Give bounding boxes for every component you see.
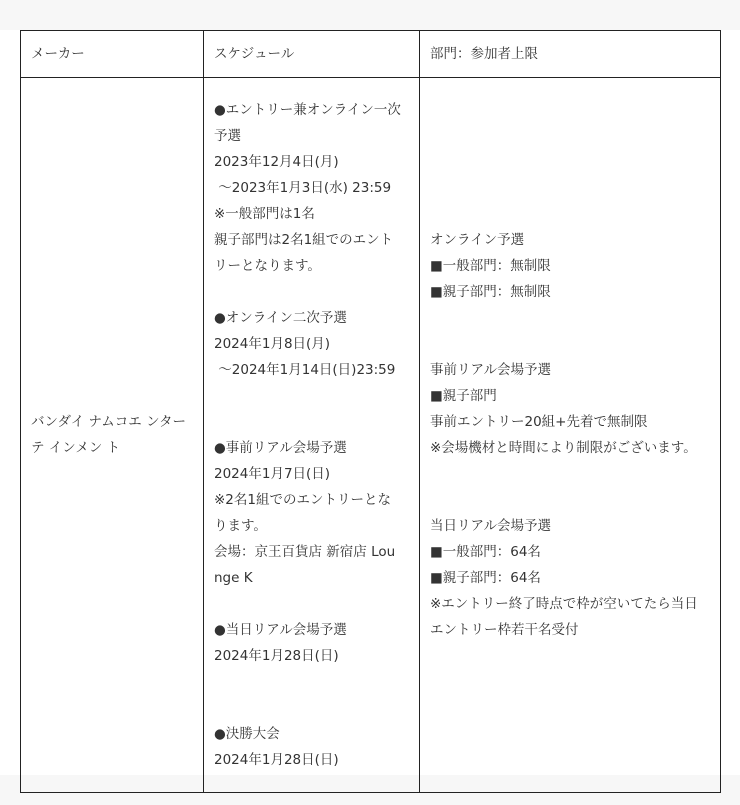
limits-line: エントリー枠若干名受付 xyxy=(430,622,579,638)
schedule-line: ●決勝大会 xyxy=(214,726,280,742)
schedule-line: ●エントリー兼オンライン一次 xyxy=(214,102,401,118)
limits-line xyxy=(430,331,710,357)
maker-name-line: バンダイ ナムコエ ンター xyxy=(31,414,187,430)
schedule-line: 2024年1月28日(日) xyxy=(214,752,339,768)
schedule-line: 予選 xyxy=(214,128,241,144)
schedule-line: 会場：京王百貨店 新宿店 Lou xyxy=(214,544,396,560)
limits-line: ■一般部門：64名 xyxy=(430,544,541,560)
schedule-line: ※一般部門は1名 xyxy=(214,206,315,222)
schedule-cell xyxy=(204,78,420,793)
schedule-line: 2024年1月8日(月) xyxy=(214,336,331,352)
table-header-row xyxy=(21,31,721,78)
schedule-line: リーとなります。 xyxy=(214,258,321,274)
limits-line: ■一般部門：無制限 xyxy=(430,258,551,274)
schedule-line: 親子部門は2名1組でのエント xyxy=(214,232,394,248)
schedule-line xyxy=(214,383,409,409)
limits-cell xyxy=(420,78,721,793)
limits-line: 事前エントリー20組+先着で無制限 xyxy=(430,414,648,430)
schedule-line: ●当日リアル会場予選 xyxy=(214,622,347,638)
table-row xyxy=(21,78,721,793)
limits-line: ※エントリー終了時点で枠が空いてたら当日 xyxy=(430,596,698,612)
content-sheet xyxy=(0,30,740,775)
schedule-line: nge K xyxy=(214,570,253,586)
schedule-line: ●オンライン二次予選 xyxy=(214,310,347,326)
schedule-line: 2023年12月4日(月) xyxy=(214,154,339,170)
maker-name-line: テ インメン ト xyxy=(31,440,121,456)
schedule-line: 2024年1月28日(日) xyxy=(214,648,339,664)
limits-line: 事前リアル会場予選 xyxy=(430,362,551,378)
header-maker: メーカー xyxy=(21,31,204,78)
limits-line xyxy=(430,487,710,513)
limits-line: ■親子部門 xyxy=(430,388,497,404)
schedule-line: 〜2023年1月3日(水) 23:59 xyxy=(214,180,392,196)
limits-line xyxy=(430,461,710,487)
header-limits: 部門：参加者上限 xyxy=(420,31,721,78)
tournament-schedule-table xyxy=(20,30,721,793)
limits-line: ■親子部門：64名 xyxy=(430,570,541,586)
limits-line: ■親子部門：無制限 xyxy=(430,284,551,300)
schedule-line: ※2名1組でのエントリーとな xyxy=(214,492,391,508)
schedule-line xyxy=(214,695,409,721)
schedule-line: ります。 xyxy=(214,518,267,534)
limits-line xyxy=(430,305,710,331)
schedule-line xyxy=(214,279,409,305)
maker-cell xyxy=(21,78,204,793)
limits-line: 当日リアル会場予選 xyxy=(430,518,551,534)
schedule-line: 2024年1月7日(日) xyxy=(214,466,331,482)
schedule-line xyxy=(214,591,409,617)
schedule-line: 〜2024年1月14日(日)23:59 xyxy=(214,362,396,378)
schedule-line: ●事前リアル会場予選 xyxy=(214,440,347,456)
schedule-line xyxy=(214,409,409,435)
header-schedule: スケジュール xyxy=(204,31,420,78)
limits-line: ※会場機材と時間により制限がございます。 xyxy=(430,440,697,456)
limits-line: オンライン予選 xyxy=(430,232,525,248)
schedule-line xyxy=(214,669,409,695)
